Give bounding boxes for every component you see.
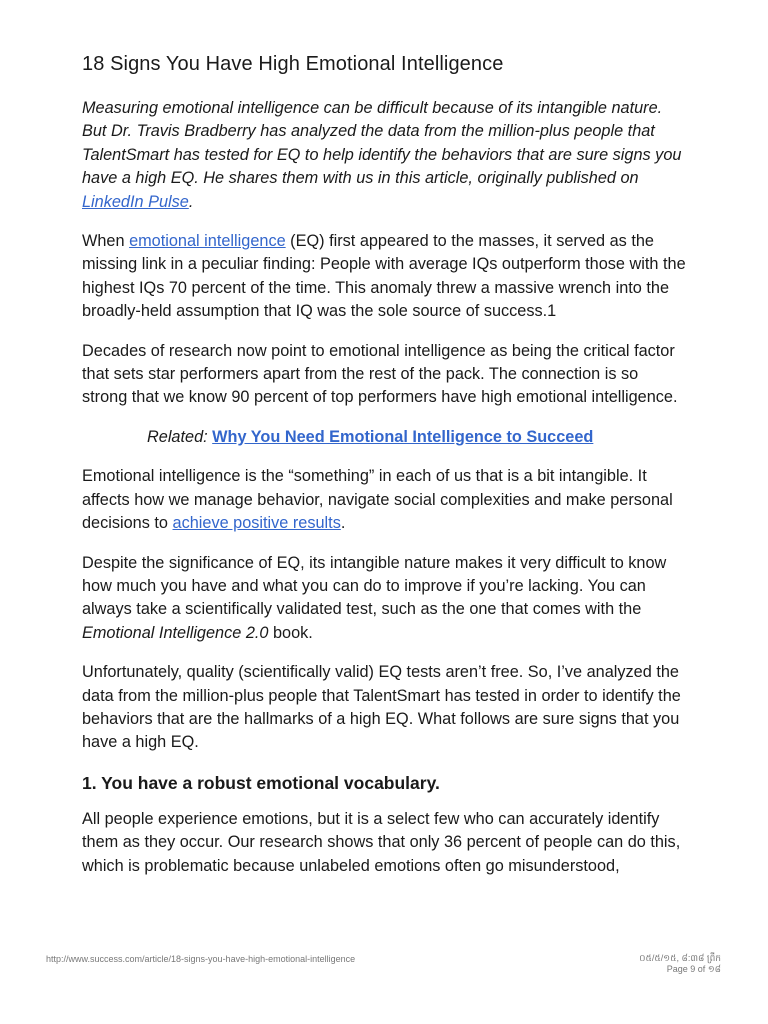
paragraph-1	[82, 230, 686, 324]
paragraph-5: Unfortunately, quality (scientifically valid) EQ tests aren’t free. So, I’ve analyzed the data from the million-plus people that TalentSmart has tested in order to identify the behaviors that are the hallmarks of a high EQ. What follows are sure signs that you have a high EQ.	[82, 663, 681, 752]
p1-start: When	[82, 232, 130, 251]
p3-text: Emotional intelligence is the “something” in each of us that is a bit intangible. It affects how we manage behavior, navigate social complexities and make personal decisions to	[82, 467, 673, 533]
intro-text: Measuring emotional intelligence can be difficult because of its intangible nature. But Dr. Travis Bradberry has analyzed the data from the million-plus people that TalentSmart has tested for EQ to help identify the behaviors that are sure signs you have a high EQ. He shares them with us in this article, originally published on	[82, 99, 682, 188]
p1-text: (EQ) first appeared to the masses, it served as the missing link in a peculiar finding: People with average IQs outperform those with the highest IQs 70 percent of the time. This anomaly threw a massive wrench into the broadly-held assumption that IQ was the sole source of success.1	[82, 232, 686, 321]
article	[82, 50, 686, 894]
p4-end: book.	[268, 623, 313, 642]
related-article-link[interactable]: Why You Need Emotional Intelligence to Succeed	[212, 427, 594, 446]
book-title: Emotional Intelligence 2.0	[82, 623, 269, 642]
related-line	[82, 426, 686, 449]
related-label: Related:	[147, 427, 213, 446]
p4-text: Despite the significance of EQ, its intangible nature makes it very difficult to know how much you have and what you can do to improve if you’re lacking. You can always take a scientifically validated test, such as the one that comes with the	[82, 553, 667, 619]
paragraph-2: Decades of research now point to emotional intelligence as being the critical factor that sets star performers apart from the rest of the pack. The connection is so strong that we know 90 percent of top performers have high emotional intelligence.	[82, 341, 678, 407]
paragraph-3	[82, 465, 686, 535]
achieve-positive-results-link[interactable]: achieve positive results	[172, 514, 341, 533]
paragraph-4	[82, 552, 686, 646]
intro-end: .	[188, 192, 194, 211]
paragraph-6: All people experience emotions, but it is a select few who can accurately identify them as they occur. Our research shows that only 36 percent of people can do this, which is problematic because unlabeled emotions often go misunderstood,	[82, 809, 681, 875]
footer-url: http://www.success.com/article/18-signs-you-have-high-emotional-intelligence	[46, 954, 356, 964]
emotional-intelligence-link[interactable]: emotional intelligence	[129, 232, 286, 251]
footer-page-number: Page 9 of ១៨	[666, 964, 721, 974]
intro-paragraph	[82, 97, 686, 214]
footer-date: ០៥/៥/១៥, ៨:៣៨ ព្រឹក	[639, 953, 721, 963]
linkedin-pulse-link[interactable]: LinkedIn Pulse	[82, 192, 189, 211]
section-heading-1: 1. You have a robust emotional vocabulary.	[82, 772, 440, 793]
footer-meta	[639, 953, 721, 975]
article-title: 18 Signs You Have High Emotional Intelligence	[82, 53, 504, 75]
p3-end: .	[340, 514, 346, 533]
